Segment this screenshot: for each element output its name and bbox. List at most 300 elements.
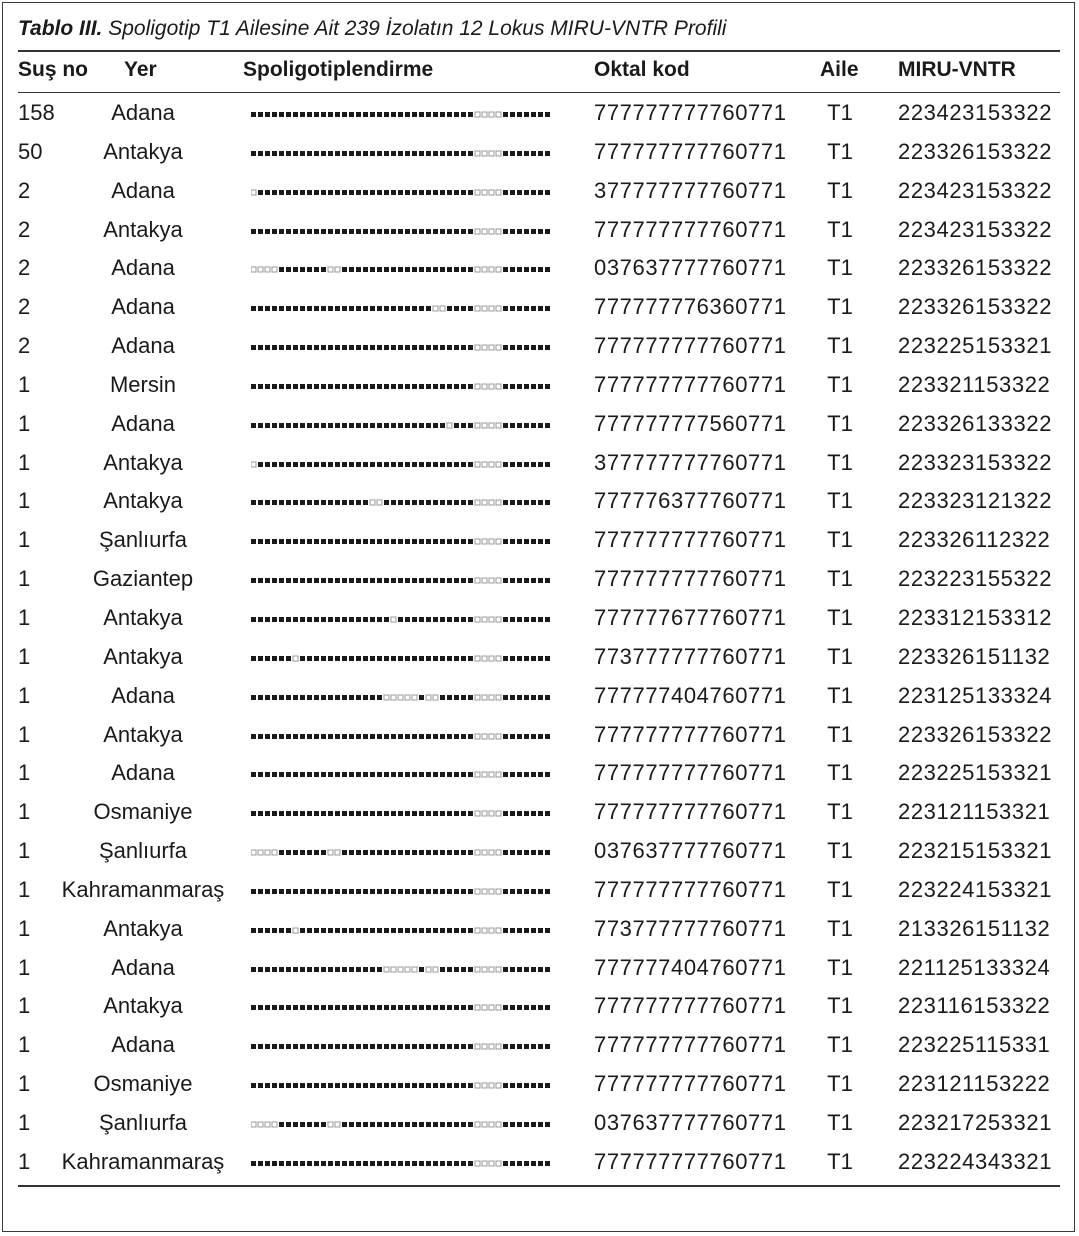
spacer-present [307,539,312,544]
spacer-present [279,267,284,272]
spacer-present [503,345,508,350]
spacer-present [251,811,256,816]
spacer-present [433,656,438,661]
spacer-present [293,190,298,195]
spacer-present [321,306,326,311]
spacer-present [398,656,403,661]
spacer-present [314,967,319,972]
table-row [0,1104,1079,1143]
spacer-present [314,850,319,855]
spacer-present [258,539,263,544]
spacer-present [440,423,445,428]
spacer-present [300,345,305,350]
spacer-present [503,928,508,933]
spacer-present [419,151,424,156]
oktal-kod-cell: 777777777760771 [594,799,787,825]
spacer-absent [496,229,501,234]
spacer-present [265,656,270,661]
spacer-present [279,734,284,739]
aile-cell: T1 [827,177,853,203]
oktal-kod-cell: 773777777760771 [594,915,787,941]
yer-cell: Adana [111,760,175,786]
yer-cell: Adana [111,100,175,125]
spacer-absent [272,1122,277,1127]
spacer-present [419,267,424,272]
spacer-present [531,928,536,933]
spacer-present [391,229,396,234]
spacer-present [258,617,263,622]
spacer-present [335,306,340,311]
spacer-present [258,656,263,661]
spacer-present [461,500,466,505]
spacer-present [384,772,389,777]
spacer-present [426,384,431,389]
spacer-present [517,151,522,156]
spacer-present [545,1044,550,1049]
spacer-absent [489,345,494,350]
spacer-present [272,306,277,311]
spacer-present [398,306,403,311]
spacer-present [314,151,319,156]
spacer-present [440,1005,445,1010]
spoligotype-svg [251,1037,553,1057]
sus-no-cell: 1 [18,954,31,980]
spacer-present [384,734,389,739]
spacer-present [503,695,508,700]
spacer-present [405,384,410,389]
spacer-present [545,1122,550,1127]
spacer-present [468,772,473,777]
spacer-present [356,267,361,272]
spacer-present [419,656,424,661]
spacer-absent [475,500,480,505]
spacer-absent [475,423,480,428]
spacer-absent [489,889,494,894]
spoligotype-svg [251,610,553,630]
oktal-kod-cell: 777777777760771 [594,876,787,902]
spacer-present [447,190,452,195]
spacer-present [433,734,438,739]
spacer-present [342,617,347,622]
spacer-present [377,734,382,739]
spacer-present [328,578,333,583]
spacer-present [251,967,256,972]
spacer-present [454,306,459,311]
spoligotype-pattern [251,416,553,436]
spacer-present [503,811,508,816]
spacer-present [314,1005,319,1010]
spacer-present [307,267,312,272]
spacer-present [356,928,361,933]
spacer-present [538,695,543,700]
spacer-present [510,734,515,739]
spacer-present [405,889,410,894]
spacer-present [538,151,543,156]
spacer-present [412,578,417,583]
spacer-present [321,1122,326,1127]
spacer-present [279,1122,284,1127]
spacer-present [251,229,256,234]
spacer-present [412,462,417,467]
spacer-present [391,539,396,544]
spoligotype-pattern [251,921,553,941]
spacer-present [503,151,508,156]
spacer-present [377,850,382,855]
spacer-present [510,772,515,777]
spacer-present [517,617,522,622]
spacer-present [384,345,389,350]
spacer-present [293,734,298,739]
spoligotype-svg [251,998,553,1018]
spacer-present [286,500,291,505]
spacer-present [461,539,466,544]
spacer-present [356,462,361,467]
spacer-present [328,772,333,777]
spacer-present [300,656,305,661]
spacer-present [307,1161,312,1166]
spacer-present [328,1044,333,1049]
spacer-absent [489,1083,494,1088]
spacer-present [272,811,277,816]
spacer-present [517,423,522,428]
yer-cell: Osmaniye [93,799,193,825]
spacer-present [286,1083,291,1088]
spacer-absent [482,967,487,972]
spacer-present [307,656,312,661]
spacer-present [531,850,536,855]
spacer-present [454,850,459,855]
spacer-present [335,1005,340,1010]
spacer-absent [496,345,501,350]
oktal-kod-cell: 037637777760771 [594,1109,787,1135]
spacer-present [321,695,326,700]
spacer-absent [328,850,333,855]
spacer-present [258,190,263,195]
spacer-present [454,772,459,777]
spoligotype-pattern [251,1154,553,1174]
spacer-present [349,889,354,894]
spacer-present [370,811,375,816]
spacer-present [531,151,536,156]
spoligotype-pattern [251,610,553,630]
spacer-present [447,928,452,933]
spacer-present [461,345,466,350]
aile-cell: T1 [827,1032,853,1058]
spacer-present [419,578,424,583]
sus-no-cell: 1 [18,799,31,825]
spacer-present [356,578,361,583]
spacer-present [328,1005,333,1010]
miru-vntr-cell: 223224343321 [898,1148,1053,1174]
spacer-present [510,306,515,311]
spacer-present [426,190,431,195]
spacer-present [426,1044,431,1049]
spacer-present [258,1161,263,1166]
spacer-present [440,617,445,622]
spacer-present [286,229,291,234]
spacer-present [265,967,270,972]
spacer-present [293,112,298,117]
spacer-present [286,423,291,428]
spacer-present [363,345,368,350]
spacer-present [328,811,333,816]
spacer-present [468,539,473,544]
spacer-absent [489,112,494,117]
spacer-present [307,967,312,972]
spacer-present [440,151,445,156]
spacer-present [405,1005,410,1010]
spacer-present [454,656,459,661]
spacer-absent [251,190,256,195]
spacer-present [377,1005,382,1010]
spacer-present [433,578,438,583]
yer-cell: Adana [111,294,175,320]
spacer-absent [482,462,487,467]
spacer-present [391,734,396,739]
spacer-present [545,423,550,428]
spacer-present [517,112,522,117]
spacer-present [524,1083,529,1088]
spacer-present [531,1161,536,1166]
spacer-absent [335,1122,340,1127]
spacer-present [531,734,536,739]
spacer-present [384,306,389,311]
spacer-present [265,1083,270,1088]
spacer-absent [475,112,480,117]
table-row [0,677,1079,716]
spacer-present [335,695,340,700]
spacer-present [398,1083,403,1088]
spacer-present [356,384,361,389]
aile-cell: T1 [827,216,853,242]
spacer-present [447,539,452,544]
spoligotype-pattern [251,649,553,669]
spacer-present [349,1161,354,1166]
spacer-present [307,345,312,350]
spacer-absent [251,267,256,272]
spacer-absent [251,462,256,467]
spacer-present [384,889,389,894]
oktal-kod-cell: 777777777760771 [594,1071,787,1097]
spacer-present [545,384,550,389]
spacer-present [314,539,319,544]
spacer-present [538,229,543,234]
spoligotype-svg [251,765,553,785]
spacer-present [461,1161,466,1166]
sus-no-cell: 158 [18,100,55,125]
spacer-present [272,928,277,933]
spacer-present [342,1122,347,1127]
spacer-present [370,229,375,234]
spacer-present [265,578,270,583]
oktal-kod-cell: 377777777760771 [594,449,787,475]
spacer-present [426,267,431,272]
yer-cell: Antakya [103,721,183,747]
miru-vntr-cell: 223225153321 [898,760,1053,786]
spacer-present [363,811,368,816]
spacer-present [433,811,438,816]
spacer-present [356,151,361,156]
spacer-absent [384,695,389,700]
spacer-present [419,850,424,855]
spacer-present [391,500,396,505]
spacer-absent [496,695,501,700]
aile-cell: T1 [827,1148,853,1174]
yer-cell: Antakya [103,488,183,514]
miru-vntr-cell: 223326153322 [898,138,1053,164]
table-row [0,133,1079,172]
table-row [0,1143,1079,1182]
spacer-present [440,1161,445,1166]
spacer-present [531,1122,536,1127]
spacer-present [321,772,326,777]
spacer-present [258,384,263,389]
spacer-present [356,1161,361,1166]
spacer-present [510,151,515,156]
miru-vntr-cell: 223223155322 [898,566,1053,592]
spacer-present [433,928,438,933]
spacer-present [384,578,389,583]
spacer-present [272,423,277,428]
spacer-absent [496,889,501,894]
spacer-present [279,500,284,505]
spacer-present [454,384,459,389]
spacer-present [545,345,550,350]
spacer-present [468,151,473,156]
spacer-present [524,850,529,855]
yer-cell: Adana [111,1032,175,1058]
spacer-present [251,578,256,583]
spacer-present [405,539,410,544]
spacer-present [293,1122,298,1127]
spacer-present [426,229,431,234]
spacer-present [265,889,270,894]
spacer-absent [482,734,487,739]
spacer-absent [482,1122,487,1127]
spacer-present [349,151,354,156]
spacer-present [433,1005,438,1010]
spacer-present [412,1122,417,1127]
spacer-present [524,772,529,777]
spacer-present [279,151,284,156]
sus-no-cell: 1 [18,721,31,747]
spacer-present [412,500,417,505]
spacer-present [531,229,536,234]
spacer-present [384,928,389,933]
spacer-present [307,384,312,389]
spacer-present [342,1083,347,1088]
spoligotype-svg [251,882,553,902]
spacer-present [447,1161,452,1166]
spacer-present [286,384,291,389]
spoligotype-pattern [251,804,553,824]
spacer-present [468,112,473,117]
spacer-present [342,734,347,739]
spacer-present [307,423,312,428]
spoligotype-pattern [251,532,553,552]
spacer-present [503,578,508,583]
spacer-present [272,734,277,739]
spacer-present [321,229,326,234]
spacer-present [335,423,340,428]
spacer-absent [258,267,263,272]
spacer-present [363,1122,368,1127]
spacer-absent [496,1122,501,1127]
spacer-present [468,734,473,739]
table-row [0,172,1079,211]
spacer-present [545,928,550,933]
spacer-present [328,967,333,972]
spacer-present [251,384,256,389]
spacer-present [433,151,438,156]
spacer-present [391,772,396,777]
spacer-absent [496,578,501,583]
aile-cell: T1 [827,721,853,747]
spacer-present [454,539,459,544]
spacer-present [447,1122,452,1127]
spacer-present [447,734,452,739]
spacer-present [419,967,424,972]
oktal-kod-cell: 037637777760771 [594,255,787,281]
table-row [0,211,1079,250]
header-rule [18,92,1060,93]
yer-cell: Kahramanmaraş [61,876,225,902]
spacer-present [321,423,326,428]
spacer-absent [475,1161,480,1166]
spacer-present [286,772,291,777]
spacer-present [531,306,536,311]
spoligotype-svg [251,1115,553,1135]
spacer-absent [475,306,480,311]
spacer-absent [426,695,431,700]
spacer-present [321,928,326,933]
spacer-absent [328,267,333,272]
spacer-present [510,928,515,933]
spacer-present [440,656,445,661]
spacer-present [426,1083,431,1088]
spoligotype-pattern [251,105,553,125]
sus-no-cell: 1 [18,1032,31,1058]
spacer-present [272,112,277,117]
spacer-present [531,423,536,428]
spacer-present [468,1122,473,1127]
spacer-present [447,267,452,272]
spacer-present [538,772,543,777]
spacer-present [440,889,445,894]
spacer-present [510,423,515,428]
spacer-absent [405,967,410,972]
spacer-present [258,1083,263,1088]
spacer-absent [475,850,480,855]
aile-cell: T1 [827,993,853,1019]
spacer-present [398,462,403,467]
spacer-present [314,889,319,894]
spacer-present [300,967,305,972]
spoligotype-svg [251,843,553,863]
spacer-present [328,889,333,894]
spacer-absent [412,695,417,700]
spacer-present [300,500,305,505]
spacer-present [251,423,256,428]
spacer-present [524,112,529,117]
miru-vntr-cell: 223312153312 [898,604,1053,630]
spacer-present [545,617,550,622]
spacer-present [503,656,508,661]
spacer-present [307,772,312,777]
spacer-present [412,617,417,622]
spacer-present [377,1122,382,1127]
aile-cell: T1 [827,410,853,436]
